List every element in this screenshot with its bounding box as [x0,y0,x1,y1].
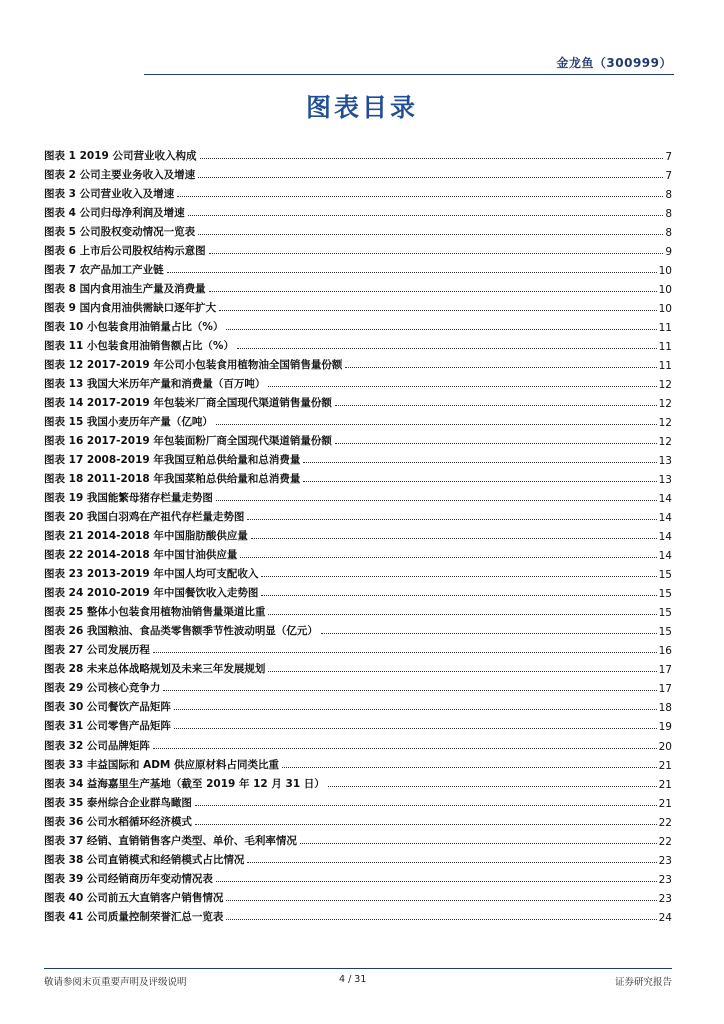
toc-entry-title[interactable]: 图表 37 经销、直销销售客户类型、单价、毛利率情况 [44,834,297,847]
toc-entry-title[interactable]: 图表 17 2008-2019 年我国豆粕总供给量和总消费量 [44,454,301,467]
toc-entry[interactable] [44,562,672,581]
toc-entry-title[interactable]: 图表 10 小包装食用油销量占比（%） [44,321,224,334]
toc-entry-title[interactable]: 图表 16 2017-2019 年包装面粉厂商全国现代渠道销量份额 [44,435,332,448]
company-ticker: 金龙鱼（300999） [556,56,672,70]
toc-dot-leader [174,709,657,710]
toc-entry-page[interactable]: 23 [658,854,672,867]
toc-entry-page[interactable]: 8 [665,189,672,202]
toc-entry[interactable] [44,905,672,924]
toc-entry[interactable] [44,467,672,486]
toc-entry-title[interactable]: 图表 14 2017-2019 年包装米厂商全国现代渠道销售量份额 [44,397,332,410]
toc-dot-leader [163,690,656,691]
toc-dot-leader [335,405,657,406]
toc-entry[interactable] [44,619,672,638]
toc-dot-leader [303,462,656,463]
toc-entry[interactable] [44,429,672,448]
toc-entry[interactable] [44,239,672,258]
toc-entry-title[interactable]: 图表 7 农产品加工产业链 [44,264,164,277]
toc-entry[interactable] [44,810,672,829]
toc-entry-page[interactable]: 14 [658,493,672,506]
toc-entry-page[interactable]: 22 [658,816,672,829]
toc-dot-leader [200,158,664,159]
toc-entry-page[interactable]: 12 [658,436,672,449]
toc-entry-title[interactable]: 图表 26 我国粮油、食品类零售额季节性波动明显（亿元） [44,625,318,638]
toc-entry-page[interactable]: 8 [665,208,672,221]
toc-dot-leader [195,805,657,806]
toc-entry-title[interactable]: 图表 20 我国白羽鸡在产祖代存栏量走势图 [44,511,245,524]
toc-entry[interactable] [44,638,672,657]
toc-entry-title[interactable]: 图表 1 2019 公司营业收入构成 [44,150,197,163]
toc-dot-leader [237,348,657,349]
toc-entry-page[interactable]: 11 [658,341,672,354]
toc-entry-page[interactable]: 21 [658,778,672,791]
toc-entry[interactable] [44,733,672,752]
toc-entry[interactable] [44,391,672,410]
toc-dot-leader [198,177,663,178]
toc-entry[interactable] [44,315,672,334]
toc-entry-title[interactable]: 图表 28 未来总体战略规划及未来三年发展规划 [44,663,266,676]
page-title: 图表目录 [305,93,418,122]
toc-dot-leader [226,900,656,901]
toc-entry[interactable] [44,334,672,353]
toc-entry-title[interactable]: 图表 6 上市后公司股权结构示意图 [44,245,206,258]
toc-entry-page[interactable]: 16 [658,645,672,658]
toc-entry-title[interactable]: 图表 15 我国小麦历年产量（亿吨） [44,416,213,429]
toc-entry-page[interactable]: 15 [658,569,672,582]
toc-entry[interactable] [44,543,672,562]
toc-entry-page[interactable]: 17 [658,664,672,677]
toc-dot-leader [261,576,656,577]
toc-dot-leader [282,767,657,768]
toc-entry[interactable] [44,448,672,467]
toc-dot-leader [247,519,656,520]
toc-entry-title[interactable]: 图表 32 公司品牌矩阵 [44,739,150,752]
toc-entry[interactable] [44,201,672,220]
toc-entry-page[interactable]: 21 [658,759,672,772]
toc-entry-page[interactable]: 19 [658,721,672,734]
toc-entry-title[interactable]: 图表 18 2011-2018 年我国菜粕总供给量和总消费量 [44,473,301,486]
toc-entry-title[interactable]: 图表 35 泰州综合企业群鸟瞰图 [44,796,192,809]
toc-entry-page[interactable]: 23 [658,892,672,905]
toc-entry-title[interactable]: 图表 19 我国能繁母猪存栏量走势图 [44,492,213,505]
toc-dot-leader [209,291,657,292]
toc-entry-title[interactable]: 图表 24 2010-2019 年中国餐饮收入走势图 [44,587,259,600]
toc-entry-title[interactable]: 图表 23 2013-2019 年中国人均可支配收入 [44,568,259,581]
toc-entry[interactable] [44,829,672,848]
toc-dot-leader [321,633,657,634]
toc-entry-title[interactable]: 图表 8 国内食用油生产量及消费量 [44,283,206,296]
toc-entry-title[interactable]: 图表 31 公司零售产品矩阵 [44,720,171,733]
toc-entry-title[interactable]: 图表 5 公司股权变动情况一览表 [44,226,196,239]
toc-entry[interactable] [44,714,672,733]
toc-entry-title[interactable]: 图表 21 2014-2018 年中国脂肪酸供应量 [44,530,248,543]
toc-entry-title[interactable]: 图表 13 我国大米历年产量和消费量（百万吨） [44,378,266,391]
toc-entry-page[interactable]: 10 [658,303,672,316]
toc-dot-leader [209,253,664,254]
toc-entry-title[interactable]: 图表 25 整体小包装食用植物油销售量渠道比重 [44,606,266,619]
toc-dot-leader [167,272,657,273]
toc-entry-page[interactable]: 12 [658,398,672,411]
toc-entry[interactable] [44,258,672,277]
toc-entry-title[interactable]: 图表 40 公司前五大直销客户销售情况 [44,891,224,904]
toc-entry[interactable] [44,867,672,886]
toc-entry[interactable] [44,372,672,391]
toc-entry[interactable] [44,220,672,239]
toc-entry-page[interactable]: 14 [658,512,672,525]
toc-entry[interactable] [44,772,672,791]
toc-entry-page[interactable]: 11 [658,322,672,335]
toc-entry-title[interactable]: 图表 41 公司质量控制荣誉汇总一览表 [44,910,224,923]
toc-entry-title[interactable]: 图表 36 公司水稻循环经济模式 [44,815,192,828]
page-number: 4 / 31 [339,974,367,985]
toc-entry-page[interactable]: 14 [658,531,672,544]
toc-entry[interactable] [44,353,672,372]
toc-entry-page[interactable]: 17 [658,683,672,696]
toc-entry[interactable] [44,277,672,296]
toc-entry-title[interactable]: 图表 27 公司发展历程 [44,644,150,657]
toc-dot-leader [303,481,656,482]
toc-dot-leader [195,824,657,825]
toc-entry-page[interactable]: 10 [658,265,672,278]
toc-dot-leader [174,728,657,729]
toc-entry-page[interactable]: 14 [658,550,672,563]
toc-entry-title[interactable]: 图表 39 公司经销商历年变动情况表 [44,872,213,885]
toc-entry[interactable] [44,695,672,714]
toc-entry-page[interactable]: 23 [658,873,672,886]
toc-dot-leader [268,386,656,387]
toc-entry[interactable] [44,657,672,676]
toc-dot-leader [153,748,657,749]
toc-dot-leader [226,919,656,920]
toc-entry[interactable] [44,296,672,315]
toc-dot-leader [226,329,656,330]
toc-entry[interactable] [44,486,672,505]
toc-entry-page[interactable]: 12 [658,379,672,392]
disclaimer-text: 敬请参阅末页重要声明及评级说明 [44,977,187,988]
toc-entry-page[interactable]: 22 [658,835,672,848]
toc-entry-page[interactable]: 10 [658,284,672,297]
toc-entry-page[interactable]: 12 [658,417,672,430]
toc-dot-leader [216,881,657,882]
toc-dot-leader [216,424,657,425]
toc-entry[interactable] [44,410,672,429]
table-of-figures [44,144,672,924]
toc-entry-title[interactable]: 图表 12 2017-2019 年公司小包装食用植物油全国销售量份额 [44,359,343,372]
toc-entry-title[interactable]: 图表 30 公司餐饮产品矩阵 [44,701,171,714]
toc-entry[interactable] [44,505,672,524]
toc-dot-leader [268,671,656,672]
toc-entry[interactable] [44,886,672,905]
toc-entry[interactable] [44,600,672,619]
toc-dot-leader [198,234,663,235]
toc-dot-leader [328,786,657,787]
toc-entry-title[interactable]: 图表 29 公司核心竞争力 [44,682,161,695]
toc-entry-title[interactable]: 图表 2 公司主要业务收入及增速 [44,169,196,182]
toc-entry-title[interactable]: 图表 33 丰益国际和 ADM 供应原材料占同类比重 [44,758,280,771]
page-header [144,52,674,75]
toc-dot-leader [216,500,657,501]
toc-entry-page[interactable]: 24 [658,911,672,924]
toc-dot-leader [219,310,657,311]
page-footer [44,968,672,987]
toc-entry-page[interactable]: 8 [665,227,672,240]
toc-entry-page[interactable]: 20 [658,740,672,753]
toc-entry[interactable] [44,524,672,543]
toc-dot-leader [153,652,657,653]
toc-dot-leader [247,862,656,863]
toc-entry-title[interactable]: 图表 38 公司直销模式和经销模式占比情况 [44,853,245,866]
toc-entry-page[interactable]: 18 [658,702,672,715]
toc-dot-leader [240,557,656,558]
toc-entry[interactable] [44,581,672,600]
toc-entry[interactable] [44,791,672,810]
toc-entry-page[interactable]: 11 [658,360,672,373]
toc-entry[interactable] [44,144,672,163]
toc-dot-leader [261,595,656,596]
toc-entry-page[interactable]: 7 [665,170,672,183]
toc-entry-page[interactable]: 13 [658,455,672,468]
toc-entry-page[interactable]: 9 [665,246,672,259]
toc-dot-leader [268,614,656,615]
toc-entry[interactable] [44,182,672,201]
toc-dot-leader [188,215,664,216]
toc-entry[interactable] [44,753,672,772]
toc-entry[interactable] [44,163,672,182]
toc-entry-page[interactable]: 7 [665,151,672,164]
toc-entry[interactable] [44,676,672,695]
toc-entry-page[interactable]: 15 [658,607,672,620]
toc-entry-page[interactable]: 13 [658,474,672,487]
toc-entry[interactable] [44,848,672,867]
toc-entry-title[interactable]: 图表 9 国内食用油供需缺口逐年扩大 [44,302,217,315]
toc-dot-leader [335,443,657,444]
toc-entry-title[interactable]: 图表 34 益海嘉里生产基地（截至 2019 年 12 月 31 日） [44,777,325,790]
toc-entry-page[interactable]: 15 [658,588,672,601]
toc-dot-leader [177,196,663,197]
toc-entry-title[interactable]: 图表 22 2014-2018 年中国甘油供应量 [44,549,238,562]
toc-entry-title[interactable]: 图表 4 公司归母净利润及增速 [44,207,185,220]
document-type: 证券研究报告 [614,977,672,988]
toc-entry-title[interactable]: 图表 3 公司营业收入及增速 [44,188,175,201]
toc-entry-title[interactable]: 图表 11 小包装食用油销售额占比（%） [44,340,234,353]
toc-dot-leader [345,367,656,368]
toc-entry-page[interactable]: 21 [658,797,672,810]
toc-entry-page[interactable]: 15 [658,626,672,639]
toc-dot-leader [251,538,657,539]
toc-dot-leader [300,843,657,844]
